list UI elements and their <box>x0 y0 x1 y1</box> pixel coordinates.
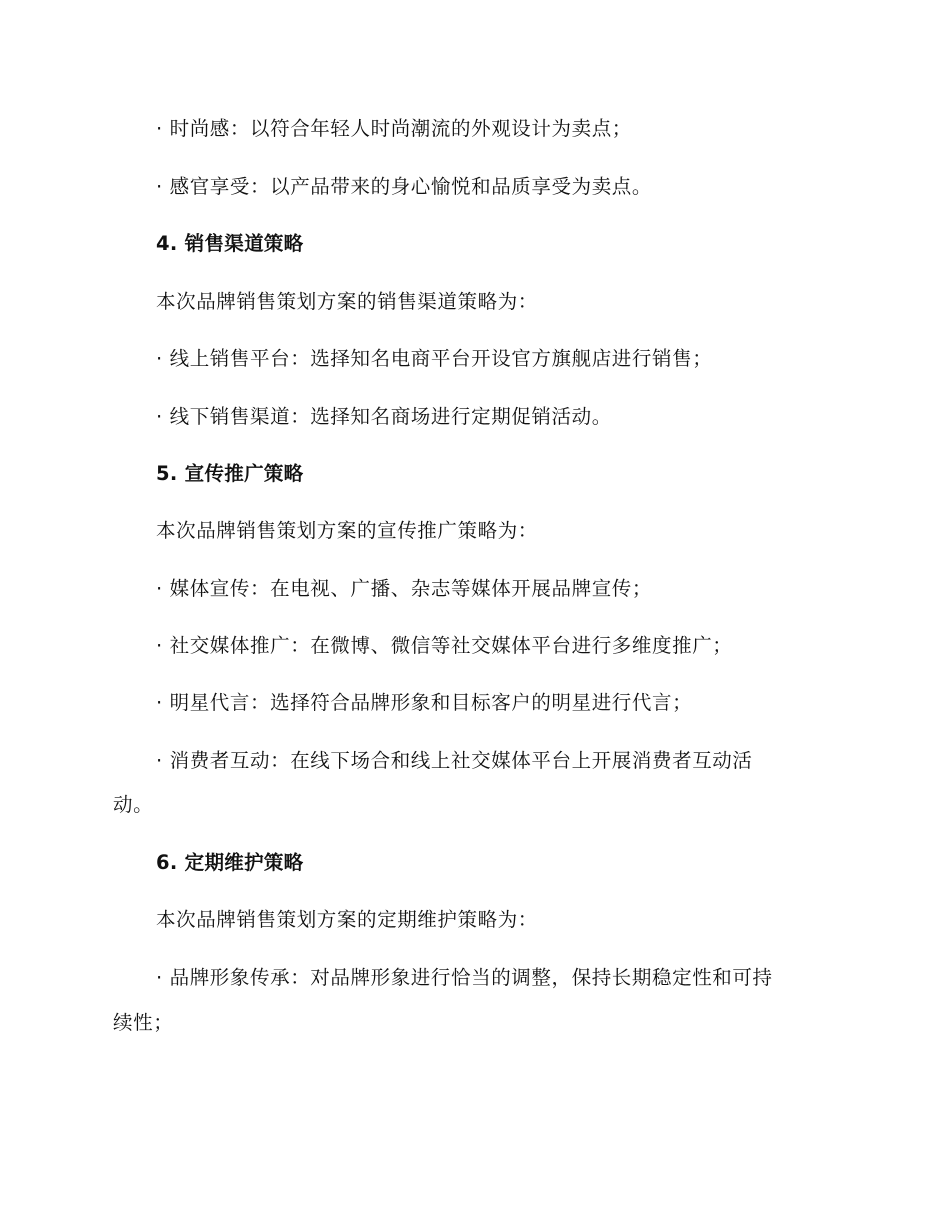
section-heading-promotion: 5. 宣传推广策略 <box>156 462 304 485</box>
bullet-online-sales: · 线上销售平台：选择知名电商平台开设官方旗舰店进行销售； <box>156 347 713 370</box>
section-heading-maintenance: 6. 定期维护策略 <box>156 851 304 874</box>
bullet-consumer-interaction-continued: 动。 <box>113 793 154 816</box>
bullet-brand-heritage-continued: 续性； <box>113 1011 174 1034</box>
bullet-brand-heritage: · 品牌形象传承：对品牌形象进行恰当的调整，保持长期稳定性和可持 <box>156 966 773 989</box>
section-heading-sales-channel: 4. 销售渠道策略 <box>156 232 304 255</box>
bullet-celebrity: · 明星代言：选择符合品牌形象和目标客户的明星进行代言； <box>156 691 693 714</box>
bullet-social-media: · 社交媒体推广：在微博、微信等社交媒体平台进行多维度推广； <box>156 634 733 657</box>
paragraph-maintenance-intro: 本次品牌销售策划方案的定期维护策略为： <box>156 908 538 931</box>
bullet-offline-sales: · 线下销售渠道：选择知名商场进行定期促销活动。 <box>156 405 612 428</box>
bullet-sensory: · 感官享受：以产品带来的身心愉悦和品质享受为卖点。 <box>156 175 652 198</box>
bullet-consumer-interaction: · 消费者互动：在线下场合和线上社交媒体平台上开展消费者互动活 <box>156 749 753 772</box>
paragraph-promotion-intro: 本次品牌销售策划方案的宣传推广策略为： <box>156 519 538 542</box>
bullet-media: · 媒体宣传：在电视、广播、杂志等媒体开展品牌宣传； <box>156 577 652 600</box>
paragraph-sales-channel-intro: 本次品牌销售策划方案的销售渠道策略为： <box>156 290 538 313</box>
bullet-fashion: · 时尚感：以符合年轻人时尚潮流的外观设计为卖点； <box>156 117 632 140</box>
